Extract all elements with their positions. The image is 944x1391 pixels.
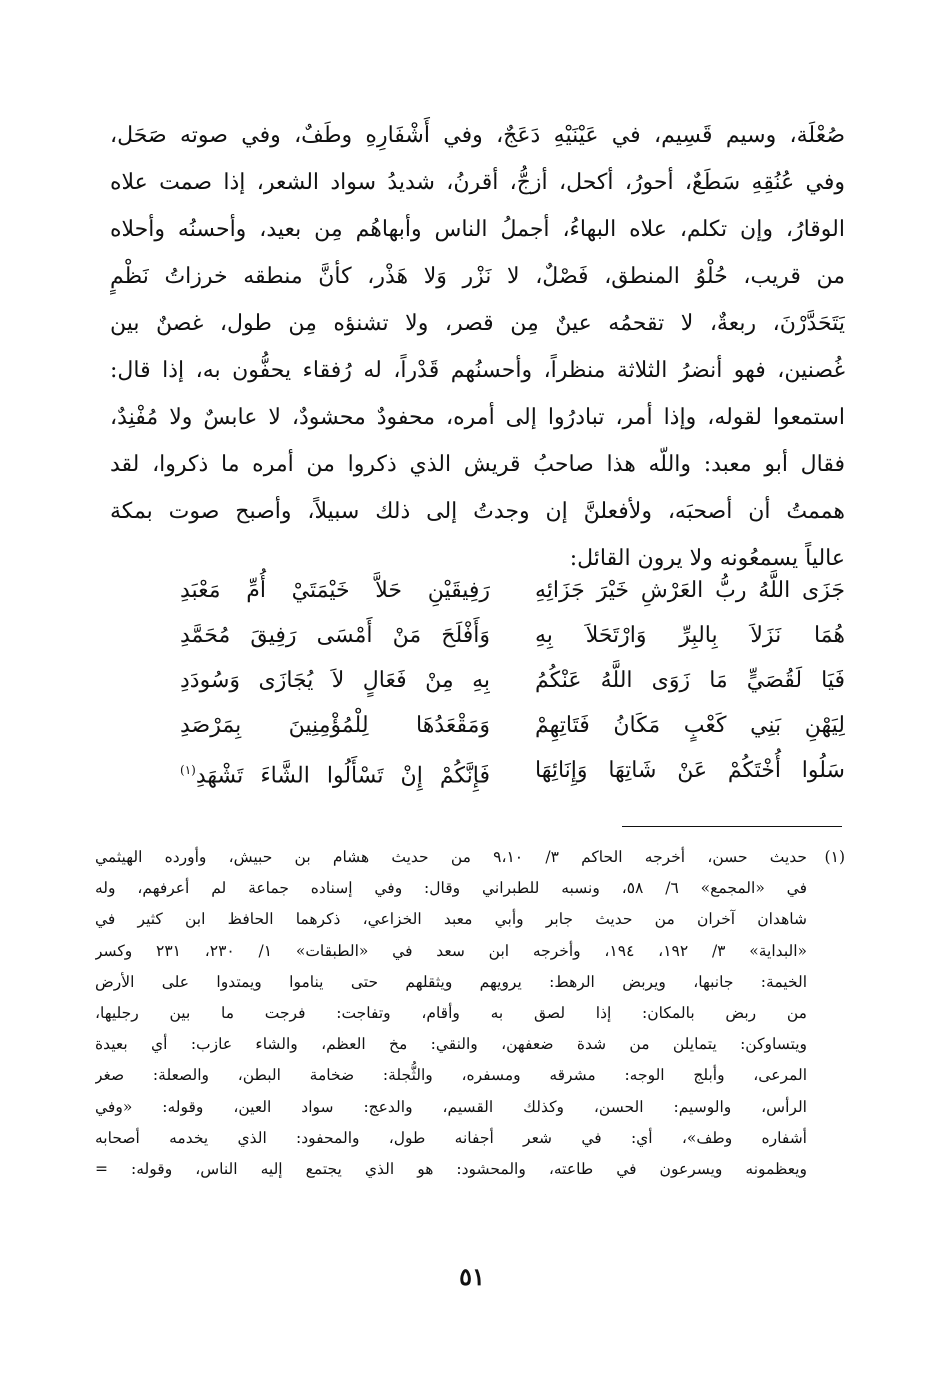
footnote-line: «البداية» ٣/ ١٩٢، ١٩٤، وأخرجه ابن سعد في «الطبقات» ١/ ٢٣٠، ٢٣١ وكسر bbox=[95, 941, 808, 960]
footnote-line: في «المجمع» ٦/ ٥٨، ونسبه للطبراني وقال: وفي إسناده جماعة لم أعرفهم، وله bbox=[95, 879, 808, 898]
footnote-line: أشفاره وطف»، أي: في شعر أجفانه طول، والمحفود: الذي يخدمه أصحابه bbox=[95, 1128, 807, 1147]
footnote-number: (١) bbox=[824, 848, 845, 866]
poem-second-hemistich bbox=[180, 748, 490, 793]
poem-verse bbox=[180, 658, 845, 703]
text-line: هممتُ أن أصحبَه، ولأفعلنَّ إن وجدتُ إلى ذلك سبيلاً، وأصبح صوت بمكة bbox=[110, 499, 845, 524]
poem-second-hemistich: رَفِيقَيْنِ حَلاَّ خَيْمَتَيْ أُمِّ مَعْبَدِ bbox=[180, 578, 490, 603]
poem-first-hemistich: فَيَا لَقُصَيٍّ مَا زَوَى اللَّهُ عَنْكُمُ bbox=[535, 668, 845, 693]
footnote-line: الرأس، والوسيم: الحسن، وكذلك القسيم، والدعج: سواد العين، وقوله: «وفي bbox=[95, 1097, 807, 1116]
poem-second-hemistich-text: فَإِنَّكُمْ إِنْ تَسْأَلُوا الشَّاءَ تَشْهَدِ bbox=[195, 763, 490, 789]
poem-first-hemistich: سَلُوا أُخْتَكُمْ عَنْ شَاتِهَا وَإِنَائِهَا bbox=[535, 758, 845, 783]
poem-first-hemistich: لِيَهْنِ بَنِي كَعْبٍ مَكَانُ فَتَاتِهِمْ bbox=[535, 713, 845, 738]
poem-second-hemistich: بِهِ مِنْ فَعَالٍ لاَ يُجَازَى وَسُودَدِ bbox=[180, 668, 490, 693]
main-text-block bbox=[110, 112, 845, 582]
poem-second-hemistich: وَمَقْعَدُهَا لِلْمُؤْمِنِينَ بِمَرْصَدِ bbox=[180, 713, 490, 738]
text-line: صُعْلَة، وسيم قَسِيم، في عَيْنَيْهِ دَعَجٌ، وفي أَشْفَارِهِ وطَفٌ، وفي صوته صَحَل، bbox=[110, 123, 845, 148]
footnote-line: ويعظمونه ويسرعون في طاعته، والمحشود: هو الذي يجتمع إليه الناس، وقوله: = bbox=[95, 1159, 807, 1178]
text-line: يَتَحَدَّرْنَ، ربعةٌ، لا تقحمُه عينٌ مِن قصر، ولا تشنؤه مِن طول، غصنٌ بين bbox=[110, 311, 845, 336]
poem-first-hemistich: هُمَا نَزَلاَ بِالبِرِّ وَارْتَحَلاَ بِهِ bbox=[535, 623, 845, 648]
footnote-line: شاهدان آخران من حديث جابر وأبي معبد الخزاعي، ذكرهما الحافظ ابن كثير في bbox=[95, 910, 807, 929]
footnote-text: حديث حسن، أخرجه الحاكم ٣/ ٩،١٠ من حديث هشام بن حبيش، وأورده الهيثمي bbox=[95, 848, 807, 866]
text-line: وفي عُنُقِهِ سَطَعٌ، أحورُ، أكحل، أزجُّ، أقرنُ، شديدُ سواد الشعر، إذا صمت علاه bbox=[110, 170, 845, 195]
poem-second-hemistich: وَأَفْلَحَ مَنْ أَمْسَى رَفِيقَ مُحَمَّدِ bbox=[180, 623, 490, 648]
page-number: ٥١ bbox=[459, 1262, 485, 1291]
footnote-first-line bbox=[95, 842, 845, 873]
footnote-separator bbox=[622, 826, 842, 827]
footnote-reference[interactable]: (١) bbox=[180, 763, 196, 777]
footnote-line: المرعى، وأبلج الوجه: مشرقه ومسفره، والثُّجلة: ضخامة البطن، والصعلة: صغر bbox=[95, 1066, 807, 1085]
text-line: من قريب، حُلْوُ المنطق، فَصْلٌ، لا نَزْر وَلا هَذْر، كأنَّ منطقه خرزاتُ نَظْمٍ bbox=[110, 264, 845, 289]
footnotes-block bbox=[95, 842, 845, 1185]
poem-verse bbox=[180, 568, 845, 613]
text-line: استمعوا لقوله، وإذا أمر، تبادرُوا إلى أمره، محفودٌ محشودٌ، لا عابسٌ ولا مُفْنِدٌ، bbox=[110, 405, 845, 430]
poem-verse bbox=[180, 613, 845, 658]
text-line: عالياً يسمعُونه ولا يرون القائل: bbox=[569, 546, 845, 571]
footnote-line: من ربض بالمكان: إذا لصق به وأقام، وتفاجت: فرجت ما بين رجليها، bbox=[95, 1003, 807, 1022]
poem-first-hemistich: جَزَى اللَّهُ ربُّ العَرْشِ خَيْرَ جَزَائِهِ bbox=[535, 578, 845, 603]
poem-verse bbox=[180, 748, 845, 793]
footnote-line: ويتساوكن: يتمايلن من شدة ضعفهن، والنقي: مخ العظم، والشاء عازب: أي بعيدة bbox=[95, 1035, 807, 1054]
text-line: فقال أبو معبد: واللّه هذا صاحبُ قريش الذي ذكروا من أمره ما ذكروا، لقد bbox=[110, 452, 845, 477]
poem-verse bbox=[180, 703, 845, 748]
footnote-line: الخيمة: جانبها، ويربض الرهط: يرويهم ويثقلهم حتى يناموا ويمتدوا على الأرض bbox=[95, 972, 807, 991]
poem-block bbox=[180, 568, 845, 793]
text-line: غُصنين، فهو أنضرُ الثلاثة منظراً، وأحسنُهم قَدْراً، له رُفقاء يحفُّون به، إذا قال: bbox=[110, 358, 845, 383]
text-line: الوقارُ، وإن تكلم، علاه البهاءُ، أجملُ الناس وأبهاهُم مِن بعيد، وأحسنُه وأحلاه bbox=[110, 217, 845, 242]
